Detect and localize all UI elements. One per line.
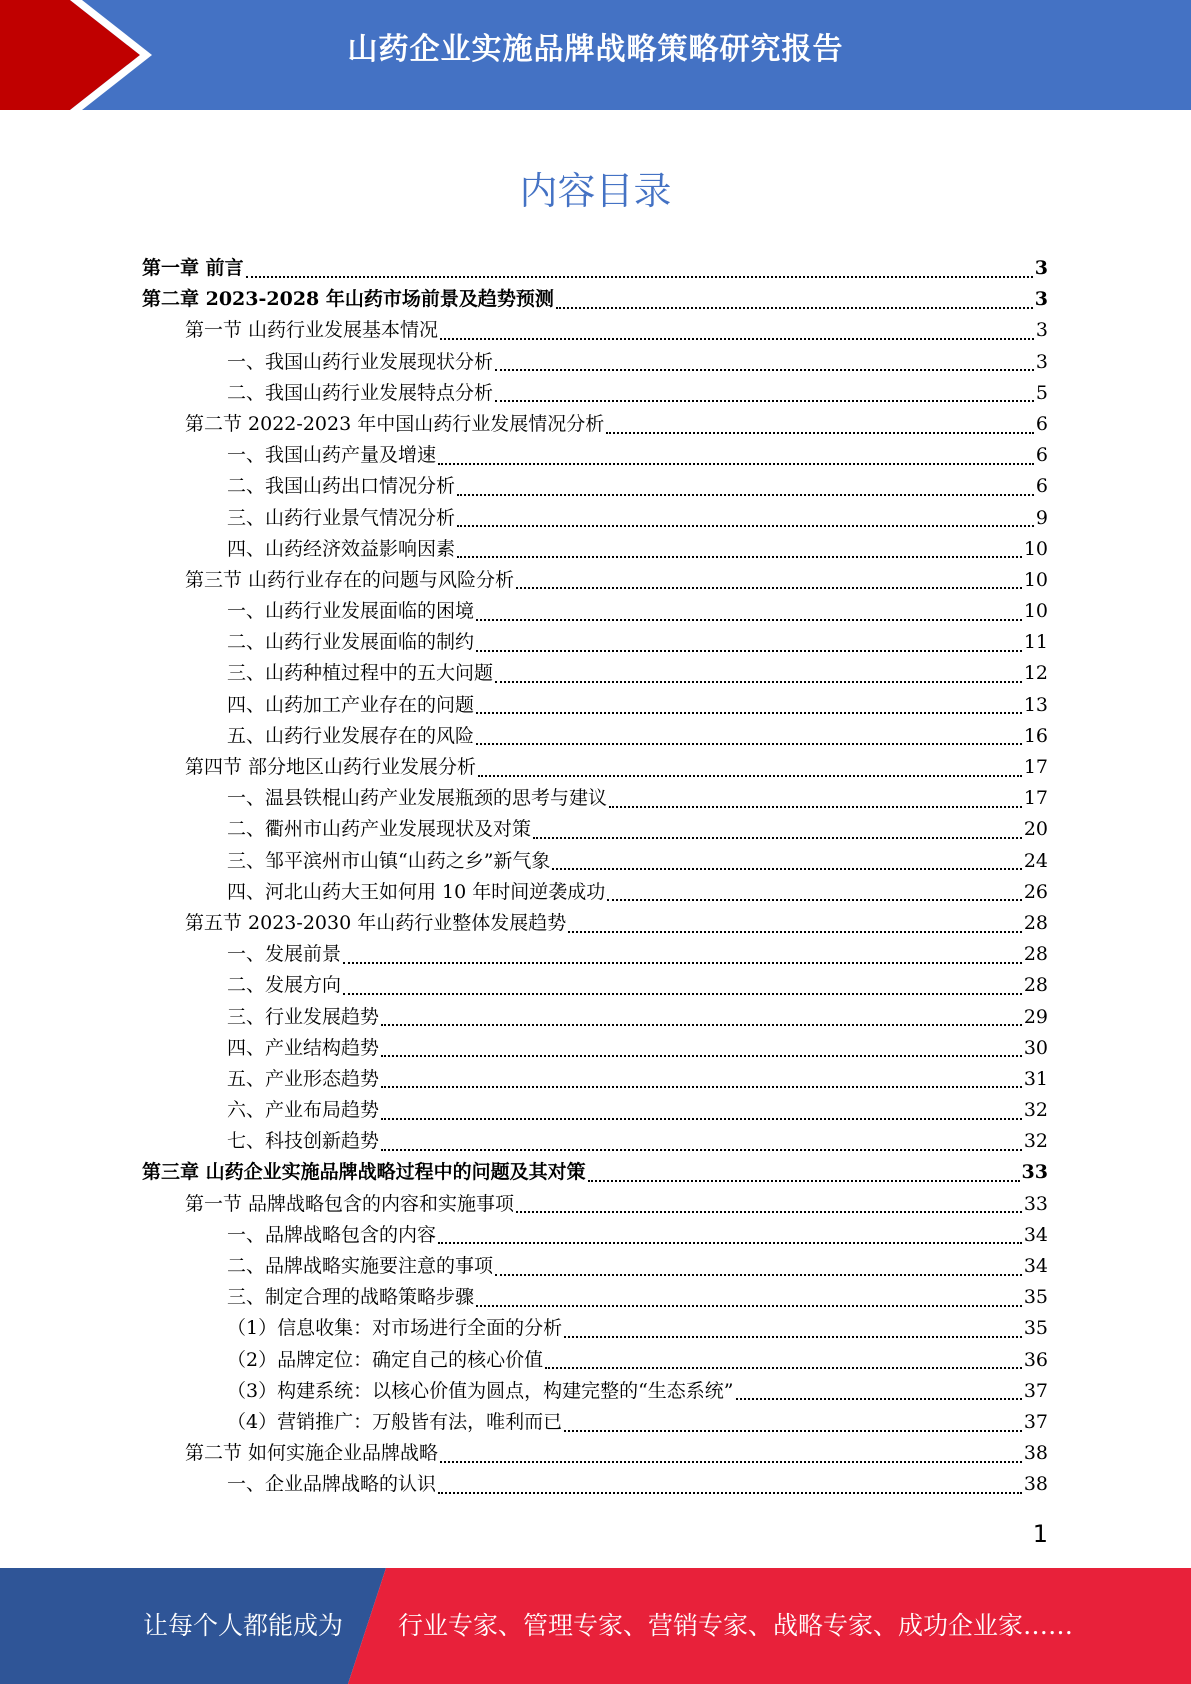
toc-entry-label: 三、山药行业景气情况分析 <box>227 506 456 529</box>
toc-entry-label: 一、温县铁棍山药产业发展瓶颈的思考与建议 <box>227 787 608 810</box>
toc-entry-page: 13 <box>1023 693 1048 716</box>
toc-entry[interactable] <box>142 721 1048 752</box>
toc-entry[interactable] <box>142 846 1048 877</box>
toc-entry-label: 三、山药种植过程中的五大问题 <box>227 662 494 685</box>
toc-dot-leader <box>588 1180 1020 1182</box>
toc-dot-leader <box>568 931 1022 933</box>
toc-entry-label: 二、我国山药出口情况分析 <box>227 475 456 498</box>
toc-entry-label: （3）构建系统：以核心价值为圆点，构建完整的“生态系统” <box>227 1379 734 1402</box>
toc-dot-leader <box>495 400 1034 402</box>
toc-dot-leader <box>246 276 1033 278</box>
toc-dot-leader <box>343 993 1022 995</box>
toc-entry-label: 一、品牌战略包含的内容 <box>227 1223 437 1246</box>
toc-entry-label: 五、产业形态趋势 <box>227 1067 380 1090</box>
toc-entry[interactable] <box>142 1126 1048 1157</box>
toc-entry-label: 四、山药经济效益影响因素 <box>227 537 456 560</box>
toc-entry-page: 16 <box>1023 724 1048 747</box>
toc-entry[interactable] <box>142 440 1048 471</box>
toc-entry-page: 3 <box>1035 319 1048 342</box>
toc-dot-leader <box>343 962 1022 964</box>
toc-entry-page: 34 <box>1023 1255 1048 1277</box>
toc-entry-page: 28 <box>1023 943 1048 966</box>
toc-entry-label: 四、河北山药大王如何用 10 年时间逆袭成功 <box>227 880 606 903</box>
toc-dot-leader <box>440 338 1034 340</box>
toc-dot-leader <box>438 1492 1022 1494</box>
toc-dot-leader <box>564 1430 1022 1432</box>
page-footer <box>0 1568 1191 1684</box>
toc-dot-leader <box>457 556 1022 558</box>
toc-entry[interactable] <box>142 534 1048 565</box>
toc-entry-page: 28 <box>1023 911 1048 934</box>
toc-entry-page: 26 <box>1023 880 1048 903</box>
toc-entry[interactable] <box>142 315 1048 346</box>
toc-entry-page: 3 <box>1034 257 1048 279</box>
toc-entry-page: 6 <box>1035 444 1048 467</box>
toc-dot-leader <box>476 1305 1022 1307</box>
toc-entry-label: （1）信息收集：对市场进行全面的分析 <box>227 1317 563 1340</box>
toc-entry-label: 一、发展前景 <box>227 943 342 966</box>
toc-dot-leader <box>381 1086 1022 1088</box>
toc-entry[interactable] <box>142 409 1048 440</box>
toc-entry[interactable] <box>142 1220 1048 1251</box>
toc-entry-label: 四、山药加工产业存在的问题 <box>227 693 475 716</box>
toc-entry-label: 一、我国山药行业发展现状分析 <box>227 350 494 373</box>
toc-entry[interactable] <box>142 284 1048 315</box>
toc-entry[interactable] <box>142 1407 1048 1438</box>
toc-entry[interactable] <box>142 627 1048 658</box>
toc-entry-page: 32 <box>1023 1130 1048 1153</box>
toc-dot-leader <box>607 899 1022 901</box>
toc-dot-leader <box>381 1024 1022 1026</box>
page-header <box>0 0 1191 110</box>
toc-entry-page: 33 <box>1023 1192 1048 1215</box>
toc-entry-label: 一、企业品牌战略的认识 <box>227 1473 437 1496</box>
toc-entry[interactable] <box>142 1438 1048 1469</box>
toc-entry-page: 10 <box>1023 537 1048 560</box>
toc-entry[interactable] <box>142 1033 1048 1064</box>
toc-dot-leader <box>556 307 1033 309</box>
toc-entry-label: 第二节 2022-2023 年中国山药行业发展情况分析 <box>185 412 605 435</box>
footer-slogan-left: 让每个人都能成为 <box>143 1611 344 1640</box>
toc-entry-page: 28 <box>1023 974 1048 997</box>
table-of-contents <box>142 253 1048 1501</box>
toc-entry[interactable] <box>142 503 1048 534</box>
toc-entry-label: 第三章 山药企业实施品牌战略过程中的问题及其对策 <box>142 1161 586 1184</box>
toc-entry-label: （4）营销推广：万般皆有法，唯利而已 <box>227 1410 563 1433</box>
toc-entry-page: 5 <box>1035 381 1048 404</box>
toc-entry-page: 10 <box>1023 568 1048 591</box>
toc-entry[interactable] <box>142 1313 1048 1344</box>
toc-dot-leader <box>381 1055 1022 1057</box>
toc-dot-leader <box>438 1242 1022 1244</box>
toc-entry[interactable] <box>142 471 1048 502</box>
toc-entry[interactable] <box>142 347 1048 378</box>
toc-entry-page: 6 <box>1035 412 1048 435</box>
toc-dot-leader <box>545 1367 1022 1369</box>
toc-dot-leader <box>609 806 1022 808</box>
toc-entry[interactable] <box>142 596 1048 627</box>
toc-entry-page: 35 <box>1023 1317 1048 1340</box>
report-title: 山药企业实施品牌战略策略研究报告 <box>347 32 844 67</box>
toc-entry-page: 17 <box>1023 756 1048 778</box>
toc-entry[interactable] <box>142 253 1048 284</box>
toc-entry-page: 37 <box>1023 1379 1048 1402</box>
footer-slogan-right: 行业专家、管理专家、营销专家、战略专家、成功企业家…… <box>398 1611 1074 1640</box>
toc-dot-leader <box>457 525 1034 527</box>
toc-dot-leader <box>381 1149 1022 1151</box>
toc-dot-leader <box>495 1274 1022 1276</box>
toc-entry[interactable] <box>142 658 1048 689</box>
toc-entry-label: 一、山药行业发展面临的困境 <box>227 600 475 623</box>
toc-entry-label: 五、山药行业发展存在的风险 <box>227 724 475 747</box>
page-number: 1 <box>1032 1520 1048 1548</box>
toc-dot-leader <box>736 1398 1022 1400</box>
toc-entry[interactable] <box>142 814 1048 845</box>
toc-entry-page: 9 <box>1035 506 1048 529</box>
toc-dot-leader <box>495 681 1022 683</box>
toc-dot-leader <box>516 1211 1022 1213</box>
toc-dot-leader <box>564 1336 1022 1338</box>
toc-dot-leader <box>516 587 1022 589</box>
toc-dot-leader <box>381 1118 1022 1120</box>
toc-dot-leader <box>438 463 1034 465</box>
toc-entry[interactable] <box>142 1157 1048 1188</box>
toc-entry[interactable] <box>142 1095 1048 1126</box>
toc-entry-page: 38 <box>1023 1473 1048 1496</box>
toc-entry-label: 六、产业布局趋势 <box>227 1099 380 1122</box>
toc-entry[interactable] <box>142 939 1048 970</box>
toc-entry[interactable] <box>142 1251 1048 1282</box>
toc-entry-page: 33 <box>1021 1161 1048 1184</box>
toc-entry-page: 29 <box>1023 1005 1048 1028</box>
toc-entry[interactable] <box>142 1345 1048 1376</box>
toc-entry-label: 三、制定合理的战略策略步骤 <box>227 1286 475 1309</box>
toc-entry-label: 第二节 如何实施企业品牌战略 <box>185 1442 439 1465</box>
toc-entry-page: 35 <box>1023 1286 1048 1309</box>
toc-entry-label: 二、发展方向 <box>227 974 342 997</box>
toc-entry-label: （2）品牌定位：确定自己的核心价值 <box>227 1348 544 1371</box>
toc-entry-label: 二、品牌战略实施要注意的事项 <box>227 1255 494 1277</box>
toc-entry[interactable] <box>142 1002 1048 1033</box>
toc-entry-label: 四、产业结构趋势 <box>227 1036 380 1059</box>
toc-entry[interactable] <box>142 565 1048 596</box>
toc-entry-page: 17 <box>1023 787 1048 810</box>
toc-entry-page: 31 <box>1023 1067 1048 1090</box>
toc-dot-leader <box>440 1461 1022 1463</box>
toc-entry-page: 12 <box>1023 662 1048 685</box>
toc-dot-leader <box>457 494 1034 496</box>
toc-dot-leader <box>552 868 1021 870</box>
toc-entry-page: 34 <box>1023 1223 1048 1246</box>
toc-entry-label: 第三节 山药行业存在的问题与风险分析 <box>185 568 515 591</box>
toc-entry[interactable] <box>142 1469 1048 1500</box>
toc-heading: 内容目录 <box>519 169 672 213</box>
toc-entry-label: 第二章 2023-2028 年山药市场前景及趋势预测 <box>142 288 554 311</box>
toc-dot-leader <box>476 743 1022 745</box>
toc-dot-leader <box>606 432 1034 434</box>
toc-entry[interactable] <box>142 1189 1048 1220</box>
toc-entry[interactable] <box>142 970 1048 1001</box>
toc-entry-page: 38 <box>1023 1442 1048 1465</box>
toc-dot-leader <box>476 650 1022 652</box>
toc-entry[interactable] <box>142 877 1048 908</box>
toc-entry-label: 第四节 部分地区山药行业发展分析 <box>185 756 477 778</box>
toc-dot-leader <box>476 619 1022 621</box>
toc-entry[interactable] <box>142 1064 1048 1095</box>
toc-entry-label: 第五节 2023-2030 年山药行业整体发展趋势 <box>185 911 567 934</box>
toc-entry[interactable] <box>142 378 1048 409</box>
toc-entry-page: 30 <box>1023 1036 1048 1059</box>
toc-entry-page: 10 <box>1023 600 1048 623</box>
toc-entry-label: 第一节 山药行业发展基本情况 <box>185 319 439 342</box>
toc-entry-page: 20 <box>1023 818 1048 841</box>
toc-entry[interactable] <box>142 783 1048 814</box>
toc-entry[interactable] <box>142 1376 1048 1407</box>
toc-entry-label: 二、山药行业发展面临的制约 <box>227 631 475 654</box>
toc-entry-label: 七、科技创新趋势 <box>227 1130 380 1153</box>
toc-entry-label: 三、邹平滨州市山镇“山药之乡”新气象 <box>227 849 551 872</box>
toc-entry-page: 3 <box>1034 288 1048 311</box>
toc-entry[interactable] <box>142 752 1048 783</box>
toc-entry-page: 37 <box>1023 1410 1048 1433</box>
toc-entry-page: 6 <box>1035 475 1048 498</box>
toc-entry[interactable] <box>142 690 1048 721</box>
toc-entry-label: 第一章 前言 <box>142 257 244 279</box>
toc-entry[interactable] <box>142 908 1048 939</box>
toc-entry-label: 二、衢州市山药产业发展现状及对策 <box>227 818 532 841</box>
toc-dot-leader <box>533 837 1022 839</box>
toc-entry-page: 24 <box>1023 849 1048 872</box>
toc-entry-page: 32 <box>1023 1099 1048 1122</box>
toc-entry-page: 11 <box>1023 631 1048 654</box>
toc-entry-label: 二、我国山药行业发展特点分析 <box>227 381 494 404</box>
toc-entry[interactable] <box>142 1282 1048 1313</box>
toc-dot-leader <box>478 775 1022 777</box>
toc-entry-page: 3 <box>1035 350 1048 373</box>
toc-entry-label: 三、行业发展趋势 <box>227 1005 380 1028</box>
toc-entry-label: 一、我国山药产量及增速 <box>227 444 437 467</box>
toc-dot-leader <box>476 712 1022 714</box>
toc-dot-leader <box>495 369 1034 371</box>
toc-entry-page: 36 <box>1023 1348 1048 1371</box>
toc-entry-label: 第一节 品牌战略包含的内容和实施事项 <box>185 1192 515 1215</box>
